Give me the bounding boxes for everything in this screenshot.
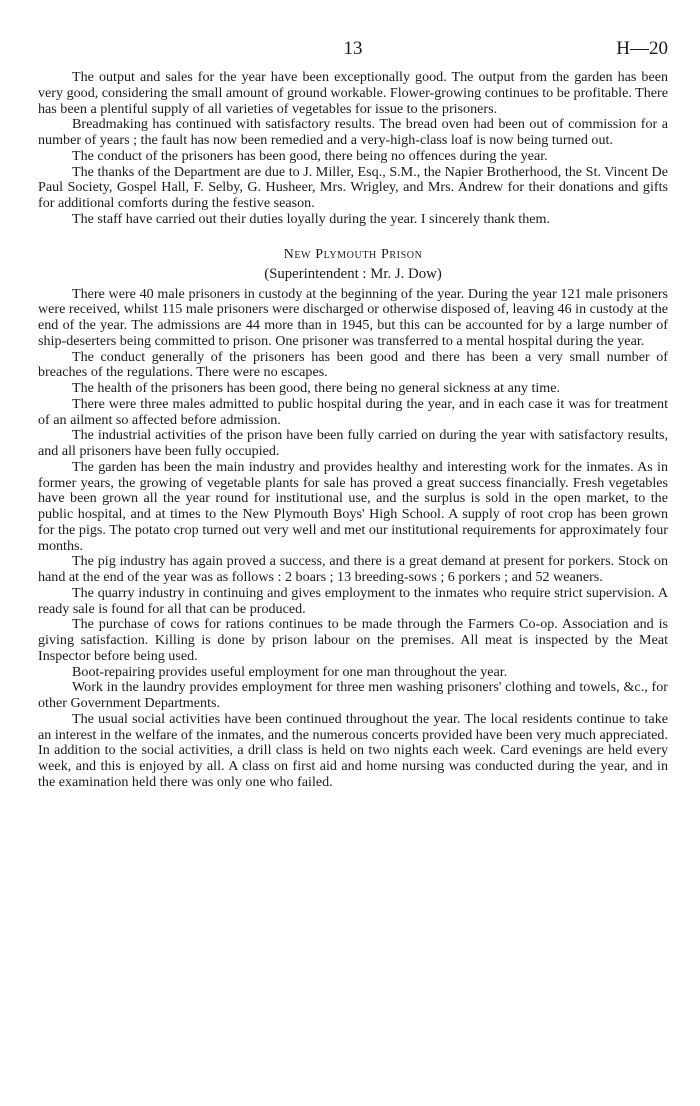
section-subheading: (Superintendent : Mr. J. Dow) — [264, 265, 442, 282]
paragraph: The conduct of the prisoners has been good, there being no offences during the year. — [72, 147, 548, 164]
paragraph: The usual social activities have been continued throughout the year. The local residents continue to take an interest in the welfare of the inmates, and the numerous concerts provided have been very much appreciated. In addition to the social activities, a drill class is held on two nights each week. Card evenings are held every week, and this is enjoyed by all. A class on first aid and home nursing was conducted during the year, and in the examination held there was only one who failed. — [38, 710, 668, 790]
paragraph: The output and sales for the year have been exceptionally good. The output from the garden has been very good, considering the small amount of ground workable. Flower-growing continues to be profitable. There has been a plentiful supply of all varieties of vegetables for issue to the prisoners. — [38, 69, 668, 117]
document-reference: H—20 — [616, 38, 668, 59]
paragraph: The health of the prisoners has been good, there being no general sickness at any time. — [72, 380, 561, 396]
document-page — [38, 38, 668, 791]
paragraph: Breadmaking has continued with satisfactory results. The bread oven had been out of commission for a number of years ; the fault has now been remedied and a very-high-class loaf is now being turned out. — [38, 116, 668, 148]
paragraph: The industrial activities of the prison have been fully carried on during the year with satisfactory results, and all prisoners have been fully occupied. — [38, 427, 668, 459]
page-number: 13 — [343, 38, 363, 59]
section-new-plymouth-prison — [38, 287, 668, 791]
paragraph: There were three males admitted to public hospital during the year, and in each case it was for treatment of an ailment so affected before admission. — [38, 395, 668, 428]
paragraph: The pig industry has again proved a success, and there is a great demand at present for porkers. Stock on hand at the end of the year was as follows : 2 boars ; 13 breeding-sows ; 6 porkers ; and 52 weaners. — [38, 553, 668, 585]
section-previous-institution — [38, 70, 668, 228]
paragraph: Boot-repairing provides useful employment for one man throughout the year. — [72, 663, 508, 680]
paragraph: The conduct generally of the prisoners has been good and there has been a very small number of breaches of the regulations. There were no escapes. — [38, 348, 668, 381]
section-heading: New Plymouth Prison — [283, 245, 423, 262]
paragraph: The purchase of cows for rations continues to be made through the Farmers Co-op. Association and is giving satisfaction. Killing is done by prison labour on the premises. All meat is inspected by the Meat Inspector before being used. — [38, 616, 668, 664]
report-body — [38, 70, 668, 791]
paragraph: The quarry industry in continuing and gives employment to the inmates who require strict supervision. A ready sale is found for all that can be produced. — [38, 584, 668, 617]
paragraph: The garden has been the main industry and provides healthy and interesting work for the inmates. As in former years, the growing of vegetable plants for sale has proved a great success financially. Fresh vegetables have been grown all the year round for institutional use, and the surplus is sold in the open market, to the public hospital, and at times to the New Plymouth Boys' High School. A supply of root crop has been grown for the pigs. The potato crop turned out very well and met our institutional requirements for approximately four months. — [38, 458, 668, 554]
paragraph: There were 40 male prisoners in custody at the beginning of the year. During the year 121 male prisoners were received, whilst 115 male prisoners were discharged or otherwise disposed of, leaving 46 in custody at the end of the year. The admissions are 44 more than in 1945, but this can be accounted for by a large number of ship-deserters being committed to prison. One prisoner was transferred to a mental hospital during the year. — [38, 285, 668, 349]
page-header — [38, 38, 668, 62]
paragraph: Work in the laundry provides employment for three men washing prisoners' clothing and towels, &c., for other Government Departments. — [38, 679, 668, 711]
paragraph: The thanks of the Department are due to J. Miller, Esq., S.M., the Napier Brotherhood, the St. Vincent De Paul Society, Gospel Hall, F. Selby, G. Husheer, Mrs. Wrigley, and Mrs. Andrew for their donations and gifts for additional comforts during the festive season. — [38, 163, 668, 211]
paragraph: The staff have carried out their duties loyally during the year. I sincerely thank them. — [72, 210, 550, 227]
